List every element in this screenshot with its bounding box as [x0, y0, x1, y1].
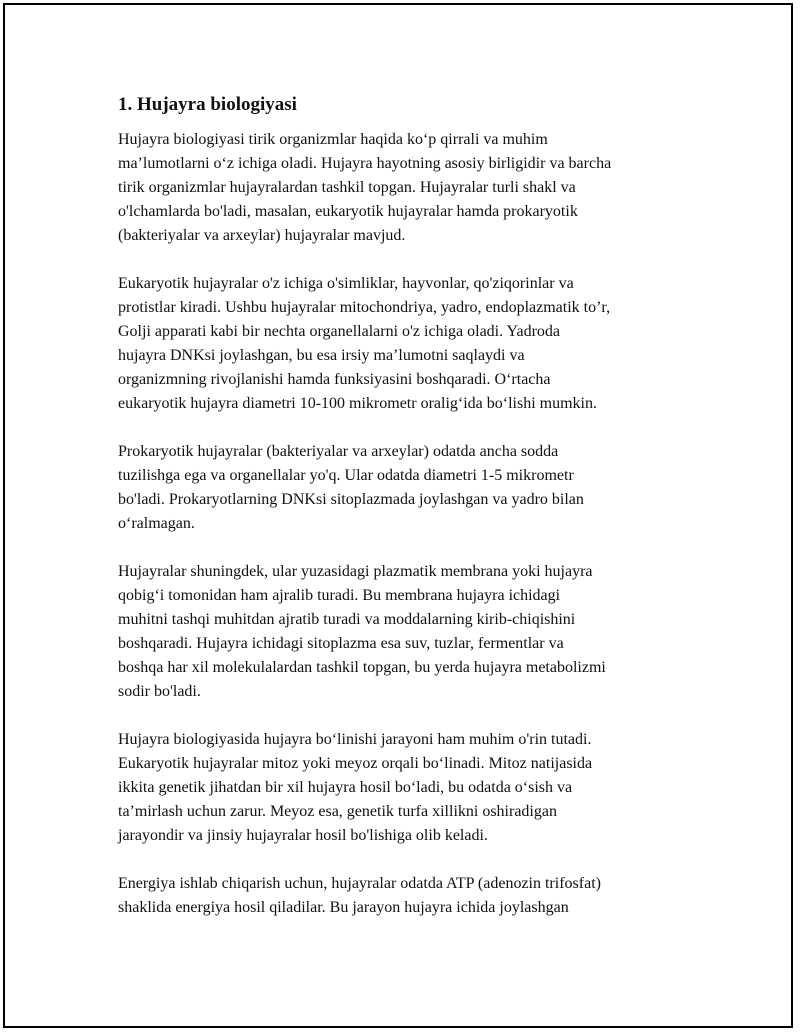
paragraph-5	[118, 728, 688, 848]
text-line: bo'ladi. Prokaryotlarning DNKsi sitoplazmada joylashgan va yadro bilan	[118, 491, 584, 508]
paragraph-6	[118, 872, 688, 920]
text-line: protistlar kiradi. Ushbu hujayralar mitochondriya, yadro, endoplazmatik to’r,	[118, 299, 611, 316]
text-line: (bakteriyalar va arxeylar) hujayralar mavjud.	[118, 227, 406, 244]
paragraph-1	[118, 128, 688, 248]
text-line: boshqaradi. Hujayra ichidagi sitoplazma esa suv, tuzlar, fermentlar va	[118, 635, 564, 652]
text-line: ikkita genetik jihatdan bir xil hujayra hosil boʻladi, bu odatda oʻsish va	[118, 779, 573, 796]
paragraph-3	[118, 440, 688, 536]
document-body	[118, 92, 688, 944]
text-line: hujayra DNKsi joylashgan, bu esa irsiy maʼlumotni saqlaydi va	[118, 347, 525, 364]
text-line: muhitni tashqi muhitdan ajratib turadi va moddalarning kirib-chiqishini	[118, 611, 576, 628]
text-line: Golji apparati kabi bir nechta organellalarni o'z ichiga oladi. Yadroda	[118, 323, 560, 340]
text-line: maʼlumotlarni oʻz ichiga oladi. Hujayra hayotning asosiy birligidir va barcha	[118, 155, 612, 172]
text-line: o'lchamlarda bo'ladi, masalan, eukaryotik hujayralar hamda prokaryotik	[118, 203, 578, 220]
text-line: Energiya ishlab chiqarish uchun, hujayralar odatda ATP (adenozin trifosfat)	[118, 875, 601, 892]
text-line: organizmning rivojlanishi hamda funksiyasini boshqaradi. Oʻrtacha	[118, 371, 551, 388]
text-line: boshqa har xil molekulalardan tashkil topgan, bu yerda hujayra metabolizmi	[118, 659, 606, 676]
text-line: oʻralmagan.	[118, 515, 195, 532]
text-line: Eukaryotik hujayralar o'z ichiga o'simliklar, hayvonlar, qo'ziqorinlar va	[118, 275, 574, 292]
text-line: shaklida energiya hosil qiladilar. Bu jarayon hujayra ichida joylashgan	[118, 899, 569, 916]
text-line: Hujayra biologiyasida hujayra boʻlinishi jarayoni ham muhim o'rin tutadi.	[118, 731, 592, 748]
text-line: taʼmirlash uchun zarur. Meyoz esa, genetik turfa xillikni oshiradigan	[118, 803, 557, 820]
paragraph-2	[118, 272, 688, 416]
text-line: tuzilishga ega va organellalar yo'q. Ular odatda diametri 1-5 mikrometr	[118, 467, 574, 484]
text-line: eukaryotik hujayra diametri 10-100 mikrometr oraligʻida boʻlishi mumkin.	[118, 395, 597, 412]
text-line: Hujayra biologiyasi tirik organizmlar haqida koʻp qirrali va muhim	[118, 131, 548, 148]
text-line: sodir bo'ladi.	[118, 683, 201, 700]
text-line: Prokaryotik hujayralar (bakteriyalar va arxeylar) odatda ancha sodda	[118, 443, 559, 460]
text-line: qobigʻi tomonidan ham ajralib turadi. Bu membrana hujayra ichidagi	[118, 587, 561, 604]
text-line: Hujayralar shuningdek, ular yuzasidagi plazmatik membrana yoki hujayra	[118, 563, 593, 580]
section-title: 1. Hujayra biologiyasi	[118, 94, 297, 115]
text-line: Eukaryotik hujayralar mitoz yoki meyoz orqali boʻlinadi. Mitoz natijasida	[118, 755, 593, 772]
text-line: jarayondir va jinsiy hujayralar hosil bo'lishiga olib keladi.	[118, 827, 488, 844]
paragraph-4	[118, 560, 688, 704]
text-line: tirik organizmlar hujayralardan tashkil topgan. Hujayralar turli shakl va	[118, 179, 576, 196]
